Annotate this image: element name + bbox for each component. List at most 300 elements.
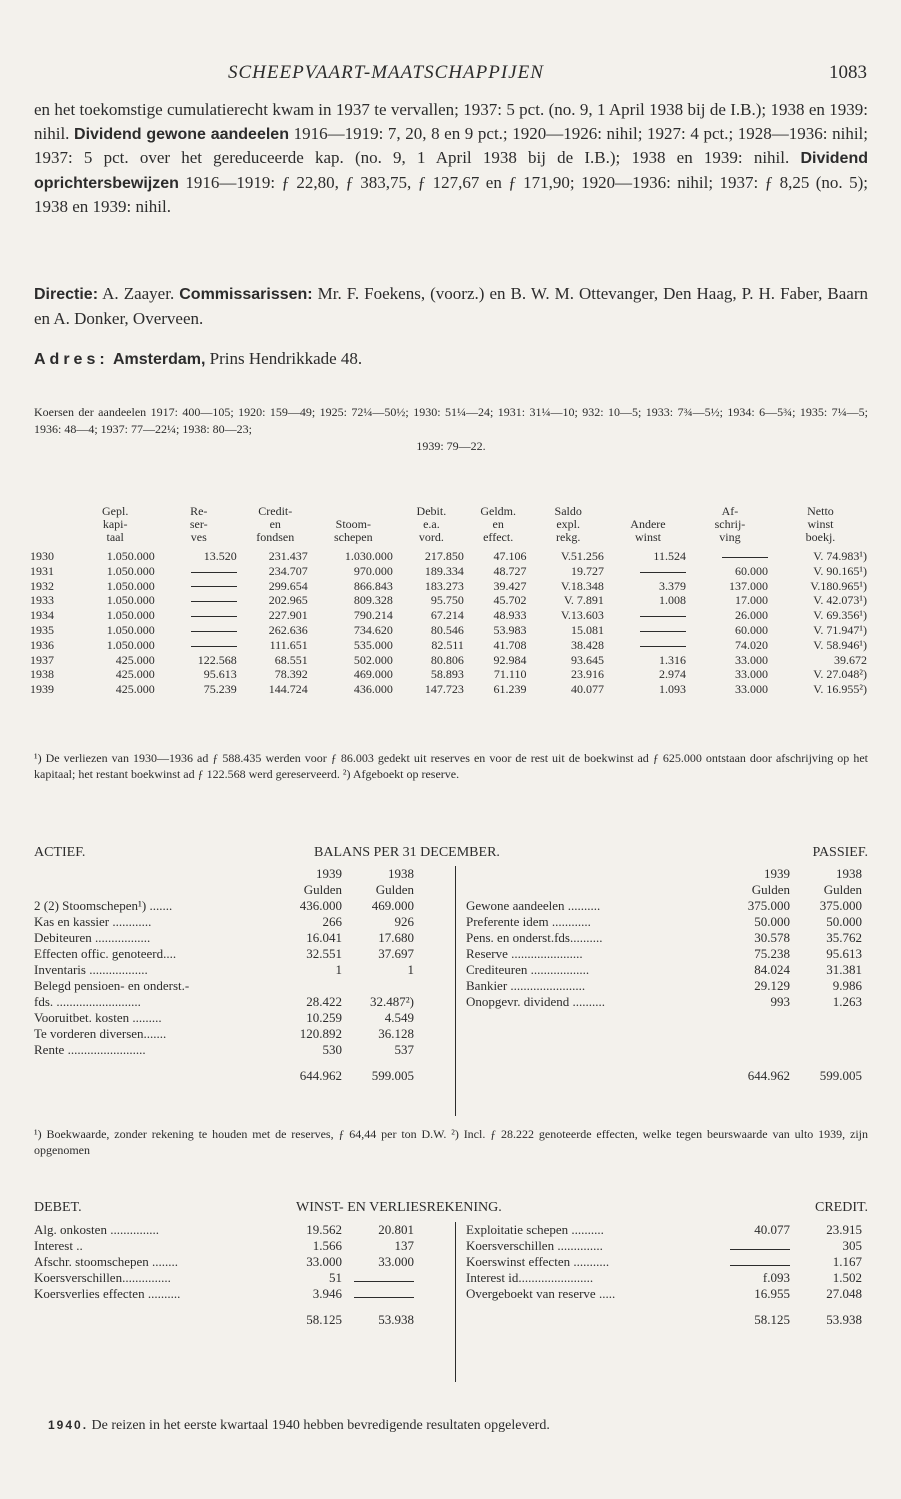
- item-value: 32.487²): [370, 994, 414, 1009]
- year-cell: 1933: [30, 593, 54, 608]
- item-value: [718, 1238, 790, 1254]
- unit-row: [34, 882, 414, 898]
- text: 1916—1919: ƒ 22,80, ƒ 383,75, ƒ 127,67 en ƒ 171,90; 1920—1936: nihil; 1937: ƒ 8,25 (no. 5); 1938 en 1939: nihil.: [34, 172, 868, 216]
- list-item: [466, 946, 862, 962]
- pl-divider: [455, 1222, 456, 1382]
- balans-title: BALANS PER 31 DECEMBER.: [314, 845, 500, 860]
- list-item: [34, 930, 414, 946]
- pl-credit: [466, 1222, 862, 1328]
- year-header-row: [34, 866, 414, 882]
- item-value: 137: [394, 1238, 414, 1253]
- value-cell: 3.379: [658, 578, 686, 593]
- item-value: 31.381: [826, 962, 862, 977]
- balance-passief: [466, 866, 862, 1084]
- value-cell: [158, 623, 240, 638]
- share-prices-line: Koersen der aandeelen 1917: 400—105; 1920: 159—49; 1925: 72¼—50½; 1930: 51¼—24; 1931: 31¼—10; 932: 10—5; 1933: 7¾—5½; 1934: 6—5¾; 1935: 7¼—5; 1936: 48—4; 1937: 77—22¼; 1938: 80—23;: [34, 405, 868, 436]
- value-cell: [158, 593, 240, 608]
- value-cell: 502.000: [353, 652, 393, 667]
- value-cell: 1.050.000: [106, 549, 155, 563]
- value-cell: 262.636: [268, 622, 308, 637]
- value-cell: [607, 638, 689, 653]
- header-line: Saldo: [554, 504, 582, 518]
- table-row: [30, 682, 870, 697]
- item-value: [342, 978, 414, 994]
- list-item: [34, 994, 414, 1010]
- header-line: kapi-: [102, 517, 128, 531]
- spacer: [34, 1302, 270, 1328]
- value-cell: 2.974: [658, 667, 686, 682]
- running-head: [0, 62, 901, 88]
- value-cell: 33.000: [734, 667, 768, 682]
- header-line: Af-: [721, 504, 739, 518]
- item-value: 3.946: [312, 1286, 342, 1301]
- nil-dash: [354, 1297, 414, 1298]
- value-cell: 1.316: [658, 652, 686, 667]
- item-label: Pens. en onderst.fds..........: [466, 930, 603, 945]
- pl-heading: [34, 1200, 868, 1220]
- item-label: Interest ..: [34, 1238, 83, 1253]
- column-header: [396, 505, 467, 549]
- footer-year: 1940.: [48, 1418, 89, 1432]
- balance-actief: [34, 866, 414, 1084]
- value-cell: V. 16.955²): [813, 682, 867, 697]
- item-value: 120.892: [299, 1026, 342, 1041]
- year-1939: 1939: [316, 866, 342, 881]
- pl-debet: [34, 1222, 414, 1328]
- value-cell: [689, 549, 771, 564]
- value-cell: [158, 579, 240, 594]
- value-cell: 33.000: [734, 682, 768, 697]
- value-cell: 60.000: [734, 622, 768, 637]
- list-item: [34, 1222, 414, 1238]
- header-line: ser-: [189, 517, 208, 531]
- nil-dash: [191, 631, 237, 632]
- item-value: 36.128: [378, 1026, 414, 1041]
- item-label: Inventaris ..................: [34, 962, 148, 977]
- header-line: schrij-: [714, 517, 746, 531]
- item-value: 16.955: [754, 1286, 790, 1301]
- value-cell: 734.620: [353, 622, 393, 637]
- item-label: fds. ..........................: [34, 994, 141, 1009]
- value-cell: 95.613: [203, 667, 237, 682]
- header-line: winst: [634, 530, 661, 544]
- item-label: Bankier .......................: [466, 978, 586, 993]
- item-value: 28.422: [306, 994, 342, 1009]
- item-value: 1.566: [312, 1238, 342, 1253]
- value-cell: 74.020: [734, 637, 768, 652]
- column-header: [771, 505, 870, 549]
- list-item: [466, 1222, 862, 1238]
- item-value: 50.000: [754, 914, 790, 929]
- value-cell: 147.723: [424, 682, 464, 697]
- column-header: [607, 505, 689, 549]
- value-cell: 19.727: [570, 563, 604, 578]
- item-label: Onopgevr. dividend ..........: [466, 994, 606, 1009]
- item-label: Koersverschillen...............: [34, 1270, 171, 1285]
- value-cell: 809.328: [353, 593, 393, 608]
- value-cell: 144.724: [268, 682, 308, 697]
- nil-dash: [191, 601, 237, 602]
- item-value: 17.680: [378, 930, 414, 945]
- nil-dash: [191, 572, 237, 573]
- management-paragraph: [34, 282, 868, 330]
- page-number: 1083: [829, 62, 867, 83]
- value-cell: V. 69.356¹): [813, 608, 867, 623]
- item-value: [342, 1286, 414, 1302]
- value-cell: 189.334: [424, 563, 464, 578]
- value-cell: 17.000: [734, 593, 768, 608]
- item-value: 29.129: [754, 978, 790, 993]
- value-cell: 41.708: [493, 637, 527, 652]
- text: 1916—1919: 7, 20, 8 en 9 pct.; 1920—1926: nihil; 1927: 4 pct.; 1928—1936: nihil; 1937: 5 pct. over het gereduceerde kap. (no. 9, 1 April 1938 bij de I.B.); 1938 en 1939: nihil.: [34, 123, 868, 167]
- list-item: [34, 978, 414, 994]
- value-cell: 68.551: [274, 652, 308, 667]
- year-cell: 1932: [30, 578, 54, 593]
- nil-dash: [640, 631, 686, 632]
- item-value: 33.000: [378, 1254, 414, 1269]
- statistics-table: [30, 505, 870, 697]
- item-label: Interest id.......................: [466, 1270, 594, 1285]
- total-value: 58.125: [306, 1312, 342, 1327]
- list-item: [34, 898, 414, 914]
- spacer: [34, 866, 270, 882]
- balance-heading: [34, 845, 868, 865]
- item-value: 33.000: [306, 1254, 342, 1269]
- value-cell: 1.008: [658, 593, 686, 608]
- text: en het toekomstige cumulatierecht kwam in 1937 te vervallen; 1937: 5 pct. (no. 9, 1 April 1938 bij de I.B.); 1938 en 1939: nihil.: [34, 100, 868, 143]
- year-cell: 1939: [30, 682, 54, 697]
- unit-row: [466, 882, 862, 898]
- value-cell: 1.050.000: [106, 637, 155, 652]
- header-line: Re-: [190, 504, 208, 518]
- year-cell: 1936: [30, 637, 54, 652]
- value-cell: 1.050.000: [106, 593, 155, 608]
- item-value: f.093: [762, 1270, 790, 1285]
- item-value: 469.000: [371, 898, 414, 913]
- share-prices-last: 1939: 79—22.: [416, 439, 486, 453]
- value-cell: V.51.256: [560, 549, 604, 563]
- spacer: [466, 882, 718, 898]
- value-cell: 33.000: [734, 652, 768, 667]
- column-header: [158, 505, 240, 549]
- running-title: SCHEEPVAART-MAATSCHAPPIJEN: [228, 62, 544, 83]
- unit: Gulden: [823, 882, 862, 897]
- item-label: Vooruitbet. kosten .........: [34, 1010, 162, 1025]
- value-cell: 47.106: [493, 549, 527, 563]
- value-cell: 1.050.000: [106, 578, 155, 593]
- value-cell: 183.273: [424, 578, 464, 593]
- item-value: 1.502: [832, 1270, 862, 1285]
- table-row: [30, 638, 870, 653]
- year-1938: 1938: [388, 866, 414, 881]
- item-label: Afschr. stoomschepen ........: [34, 1254, 179, 1269]
- value-cell: V. 58.946¹): [813, 637, 867, 652]
- value-cell: 13.520: [203, 549, 237, 563]
- item-value: 1: [407, 962, 414, 977]
- value-cell: V.18.348: [560, 578, 604, 593]
- city: Amsterdam,: [112, 351, 206, 368]
- item-value: 37.697: [378, 946, 414, 961]
- list-item: [466, 1238, 862, 1254]
- item-label: Belegd pensioen- en onderst.-: [34, 978, 190, 993]
- year-1939: 1939: [764, 866, 790, 881]
- total-value: 599.005: [371, 1068, 414, 1083]
- header-line: Andere: [630, 517, 666, 531]
- value-cell: 227.901: [268, 608, 308, 623]
- list-item: [466, 994, 862, 1010]
- spacer: [34, 882, 270, 898]
- item-label: Overgeboekt van reserve .....: [466, 1286, 616, 1301]
- heading-directie: Directie:: [34, 286, 99, 303]
- header-line: effect.: [483, 530, 514, 544]
- item-value: [718, 1254, 790, 1270]
- heading-gewone: Dividend gewone aandeelen: [74, 125, 289, 143]
- value-cell: V. 27.048²): [813, 667, 867, 682]
- value-cell: 67.214: [430, 608, 464, 623]
- item-value: 84.024: [754, 962, 790, 977]
- value-cell: 231.437: [268, 549, 308, 563]
- header-line: vord.: [418, 530, 444, 544]
- nil-dash: [191, 646, 237, 647]
- item-value: 19.562: [306, 1222, 342, 1237]
- value-cell: 425.000: [115, 667, 155, 682]
- item-value: 23.915: [826, 1222, 862, 1237]
- total-row: [34, 1058, 414, 1084]
- spacer: [466, 866, 718, 882]
- spacer: [466, 1010, 862, 1026]
- spacer: [466, 1026, 862, 1042]
- winst-title: WINST- EN VERLIESREKENING.: [296, 1200, 502, 1215]
- year-1938: 1938: [836, 866, 862, 881]
- value-cell: 60.000: [734, 563, 768, 578]
- total-value: 599.005: [819, 1068, 862, 1083]
- value-cell: [158, 564, 240, 579]
- nil-dash: [354, 1281, 414, 1282]
- text: Prins Hendrikkade 48.: [205, 349, 363, 368]
- value-cell: [607, 608, 689, 623]
- value-cell: 48.727: [493, 563, 527, 578]
- year-cell: 1937: [30, 652, 54, 667]
- spacer: [466, 1302, 718, 1328]
- value-cell: 436.000: [353, 682, 393, 697]
- value-cell: 58.893: [430, 667, 464, 682]
- value-cell: 61.239: [493, 682, 527, 697]
- value-cell: 93.645: [570, 652, 604, 667]
- header-line: Debit.: [416, 504, 447, 518]
- item-value: 537: [394, 1042, 414, 1057]
- total-value: 644.962: [299, 1068, 342, 1083]
- value-cell: 78.392: [274, 667, 308, 682]
- item-value: 16.041: [306, 930, 342, 945]
- item-value: 530: [322, 1042, 342, 1057]
- item-value: [270, 978, 342, 994]
- item-label: Te vorderen diversen.......: [34, 1026, 167, 1041]
- item-value: 926: [394, 914, 414, 929]
- item-value: 9.986: [832, 978, 862, 993]
- item-value: 1.167: [832, 1254, 862, 1269]
- value-cell: 1.030.000: [344, 549, 393, 563]
- value-cell: 122.568: [197, 652, 237, 667]
- debet-title: DEBET.: [34, 1200, 82, 1215]
- item-value: 375.000: [747, 898, 790, 913]
- column-header: [689, 505, 771, 549]
- value-cell: 38.428: [570, 637, 604, 652]
- item-value: 40.077: [754, 1222, 790, 1237]
- list-item: [466, 978, 862, 994]
- value-cell: 866.843: [353, 578, 393, 593]
- header-line: expl.: [556, 517, 581, 531]
- total-row: [466, 1302, 862, 1328]
- list-item: [34, 1286, 414, 1302]
- header-line: Geldm.: [480, 504, 516, 518]
- value-cell: 71.110: [493, 667, 527, 682]
- item-label: Kas en kassier ............: [34, 914, 152, 929]
- list-item: [34, 1010, 414, 1026]
- share-prices: [34, 404, 868, 455]
- value-cell: 39.427: [493, 578, 527, 593]
- value-cell: 1.050.000: [106, 622, 155, 637]
- value-cell: 48.933: [493, 608, 527, 623]
- item-label: Koerswinst effecten ...........: [466, 1254, 610, 1269]
- value-cell: 45.702: [493, 593, 527, 608]
- item-value: 266: [322, 914, 342, 929]
- value-cell: 39.672: [834, 652, 867, 667]
- column-header: [529, 505, 606, 549]
- item-value: 32.551: [306, 946, 342, 961]
- total-row: [466, 1058, 862, 1084]
- balance-footnotes: ¹) Boekwaarde, zonder rekening te houden met de reserves, ƒ 64,44 per ton D.W. ²) Incl. ƒ 28.222 genoteerde effecten, welke tegen beurswaarde van ulto 1939, zijn opgenomen: [34, 1127, 868, 1157]
- item-label: Effecten offic. genoteerd....: [34, 946, 177, 961]
- list-item: [466, 1254, 862, 1270]
- item-value: 10.259: [306, 1010, 342, 1025]
- text: A. Zaayer.: [98, 284, 180, 303]
- header-line: Credit-: [258, 504, 293, 518]
- column-header: [73, 505, 158, 549]
- unit: Gulden: [303, 882, 342, 897]
- item-value: [342, 1270, 414, 1286]
- value-cell: 137.000: [728, 578, 768, 593]
- item-label: Crediteuren ..................: [466, 962, 590, 977]
- table-row: [30, 653, 870, 668]
- list-item: [466, 914, 862, 930]
- item-label: Exploitatie schepen ..........: [466, 1222, 604, 1237]
- value-cell: 469.000: [353, 667, 393, 682]
- list-item: [34, 914, 414, 930]
- value-cell: 299.654: [268, 578, 308, 593]
- nil-dash: [722, 557, 768, 558]
- list-item: [34, 946, 414, 962]
- value-cell: [158, 608, 240, 623]
- value-cell: 53.983: [493, 622, 527, 637]
- value-cell: 1.050.000: [106, 563, 155, 578]
- item-label: Preferente idem ............: [466, 914, 591, 929]
- value-cell: 23.916: [570, 667, 604, 682]
- table-row: [30, 593, 870, 608]
- nil-dash: [730, 1249, 790, 1250]
- value-cell: 1.050.000: [106, 608, 155, 623]
- list-item: [466, 898, 862, 914]
- table-row: [30, 549, 870, 564]
- spacer-row: [466, 1010, 862, 1026]
- spacer-row: [466, 1042, 862, 1058]
- value-cell: 82.511: [431, 637, 464, 652]
- item-value: 51: [329, 1270, 342, 1285]
- table-row: [30, 579, 870, 594]
- table-row: [30, 608, 870, 623]
- value-cell: [158, 638, 240, 653]
- item-label: Debiteuren .................: [34, 930, 151, 945]
- heading-commissarissen: Commissarissen:: [179, 286, 313, 303]
- nil-dash: [191, 586, 237, 587]
- header-line: ves: [190, 530, 207, 544]
- header-line: winst: [807, 517, 834, 531]
- header-line: rekg.: [556, 530, 581, 544]
- header-line: en: [492, 517, 504, 531]
- item-value: 375.000: [819, 898, 862, 913]
- value-cell: 217.850: [424, 549, 464, 563]
- item-value: 436.000: [299, 898, 342, 913]
- table-row: [30, 667, 870, 682]
- footer-note: [48, 1418, 550, 1434]
- value-cell: 425.000: [115, 682, 155, 697]
- actief-title: ACTIEF.: [34, 845, 86, 860]
- list-item: [34, 1026, 414, 1042]
- text: Mr. F. Foekens, (voorz.) en B. W. M. Ottevanger, Den Haag, P. H. Faber, Baarn en A. Donker, Overveen.: [34, 284, 868, 328]
- item-label: Alg. onkosten ...............: [34, 1222, 159, 1237]
- item-value: 305: [842, 1238, 862, 1253]
- nil-dash: [191, 616, 237, 617]
- header-line: taal: [106, 530, 124, 544]
- unit: Gulden: [375, 882, 414, 897]
- year-header: [30, 505, 73, 549]
- item-value: 75.238: [754, 946, 790, 961]
- footer-text: De reizen in het eerste kwartaal 1940 hebben bevredigende resultaten opgeleverd.: [88, 1418, 550, 1433]
- value-cell: 425.000: [115, 652, 155, 667]
- list-item: [34, 1238, 414, 1254]
- statistics-footnotes: ¹) De verliezen van 1930—1936 ad ƒ 588.435 werden voor ƒ 86.003 gedekt uit reserves en voor de rest uit de boekwinst ad ƒ 625.000 ontstaan door afschrijving op het kapitaal; het restant boekwinst ad ƒ 122.568 werd gereserveerd. ²) Afgeboekt op reserve.: [34, 751, 868, 781]
- year-cell: 1938: [30, 667, 54, 682]
- item-label: Gewone aandeelen ..........: [466, 898, 601, 913]
- item-label: Koersverlies effecten ..........: [34, 1286, 181, 1301]
- list-item: [466, 930, 862, 946]
- list-item: [466, 1270, 862, 1286]
- item-value: 27.048: [826, 1286, 862, 1301]
- nil-dash: [730, 1265, 790, 1266]
- unit: Gulden: [751, 882, 790, 897]
- spacer: [34, 1058, 270, 1084]
- value-cell: 535.000: [353, 637, 393, 652]
- total-value: 53.938: [826, 1312, 862, 1327]
- header-line: Stoom-: [335, 517, 371, 531]
- year-header-row: [466, 866, 862, 882]
- item-label: Rente ........................: [34, 1042, 146, 1057]
- item-value: 50.000: [826, 914, 862, 929]
- list-item: [34, 1270, 414, 1286]
- item-value: 35.762: [826, 930, 862, 945]
- header-line: boekj.: [805, 530, 836, 544]
- value-cell: 11.524: [653, 549, 686, 563]
- value-cell: 80.806: [430, 652, 464, 667]
- value-cell: 95.750: [430, 593, 464, 608]
- list-item: [34, 1254, 414, 1270]
- item-value: 993: [770, 994, 790, 1009]
- balance-divider: [455, 866, 456, 1116]
- address-paragraph: [34, 347, 868, 372]
- year-cell: 1930: [30, 549, 54, 563]
- table-row: [30, 623, 870, 638]
- item-label: Koersverschillen ..............: [466, 1238, 603, 1253]
- header-line: e.a.: [423, 517, 440, 531]
